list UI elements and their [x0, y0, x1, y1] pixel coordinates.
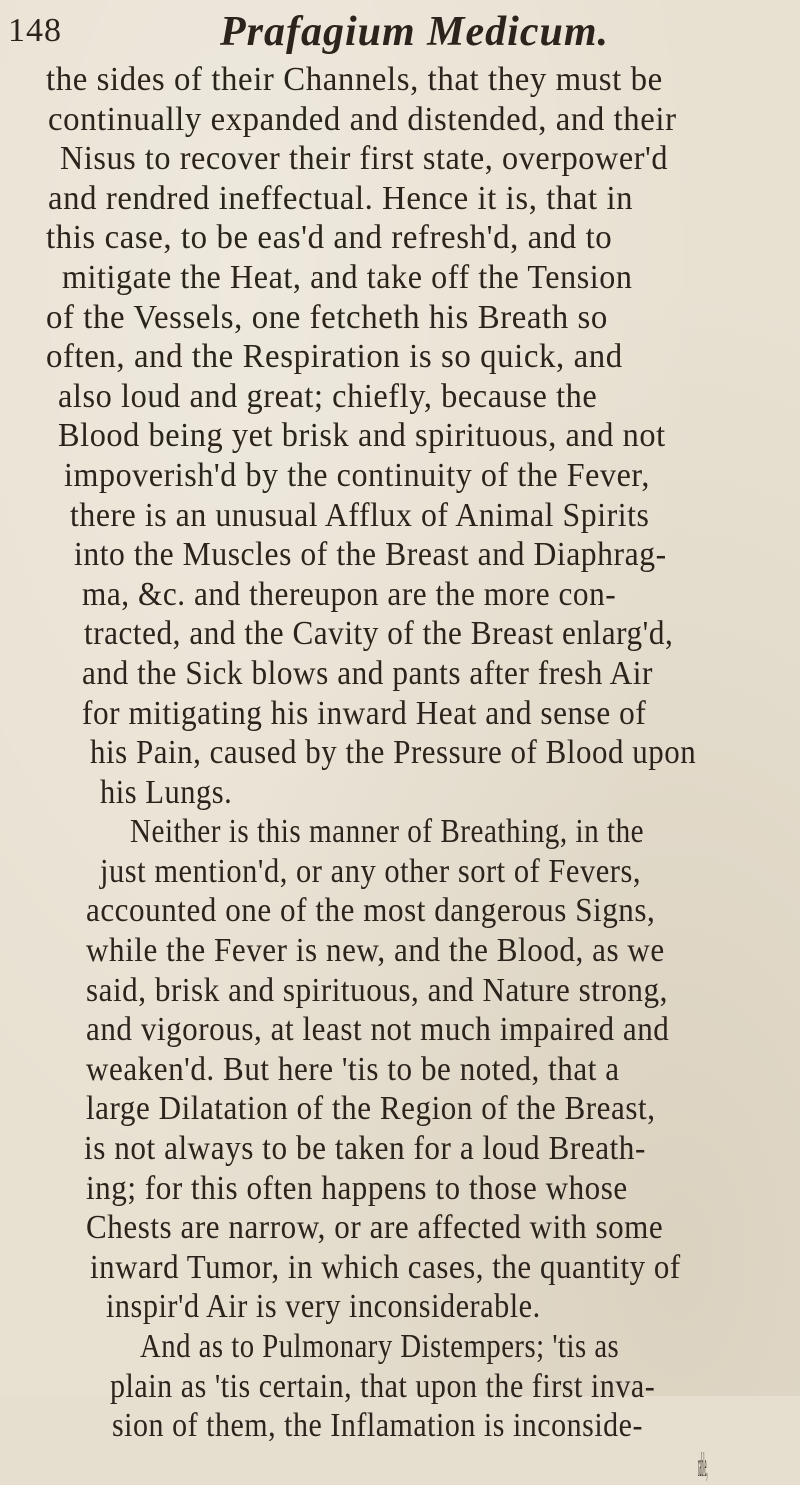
- catchword: rable,: [698, 1446, 708, 1484]
- text-line: tracted, and the Cavity of the Breast enlarg'd,: [84, 615, 674, 653]
- text-line: and rendred ineffectual. Hence it is, that in: [48, 179, 634, 217]
- text-line: accounted one of the most dangerous Signs,: [86, 892, 656, 930]
- text-line: the sides of their Channels, that they must be: [46, 61, 663, 98]
- text-line: Nisus to recover their first state, overpower'd: [60, 140, 669, 178]
- running-head: Prafagium Medicum.: [220, 9, 610, 55]
- text-line: of the Vessels, one fetcheth his Breath so: [46, 298, 608, 336]
- text-line: is not always to be taken for a loud Breath-: [84, 1130, 646, 1168]
- page-number: 148: [8, 12, 62, 49]
- text-line: mitigate the Heat, and take off the Tension: [62, 258, 633, 296]
- text-line: his Pain, caused by the Pressure of Blood upon: [90, 734, 697, 772]
- text-line: also loud and great; chiefly, because the: [58, 377, 598, 415]
- text-line: and the Sick blows and pants after fresh Air: [82, 654, 653, 692]
- text-line: Neither is this manner of Breathing, in the: [130, 813, 645, 851]
- text-line: ing; for this often happens to those whose: [86, 1169, 628, 1207]
- text-line: inspir'd Air is very inconsiderable.: [106, 1288, 541, 1326]
- text-line: there is an unusual Afflux of Animal Spirits: [70, 496, 650, 534]
- text-line: sion of them, the Inflamation is inconside-: [112, 1407, 644, 1445]
- text-line: into the Muscles of the Breast and Diaphrag-: [74, 536, 667, 574]
- text-line: continually expanded and distended, and their: [48, 100, 677, 138]
- body-text: [30, 60, 800, 1485]
- text-line: just mention'd, or any other sort of Fevers,: [100, 852, 642, 890]
- text-line: for mitigating his inward Heat and sense of: [82, 694, 647, 732]
- text-line: Blood being yet brisk and spirituous, and not: [58, 417, 666, 455]
- text-line: Chests are narrow, or are affected with some: [86, 1209, 664, 1247]
- text-line: while the Fever is new, and the Blood, as we: [86, 932, 665, 970]
- text-line: his Lungs.: [100, 773, 233, 811]
- text-line: said, brisk and spirituous, and Nature strong,: [86, 971, 668, 1009]
- text-line: impoverish'd by the continuity of the Fever,: [64, 456, 650, 494]
- text-line: And as to Pulmonary Distempers; 'tis as: [140, 1328, 620, 1365]
- text-line: often, and the Respiration is so quick, and: [46, 338, 623, 376]
- text-line: and vigorous, at least not much impaired and: [86, 1011, 670, 1049]
- text-line: this case, to be eas'd and refresh'd, and to: [46, 219, 613, 257]
- text-line: ma, &c. and thereupon are the more con-: [82, 575, 617, 613]
- text-line: large Dilatation of the Region of the Breast,: [86, 1090, 656, 1128]
- text-line: plain as 'tis certain, that upon the first inva-: [110, 1367, 656, 1405]
- text-line: weaken'd. But here 'tis to be noted, that a: [86, 1050, 620, 1088]
- text-line: inward Tumor, in which cases, the quantity of: [90, 1248, 681, 1286]
